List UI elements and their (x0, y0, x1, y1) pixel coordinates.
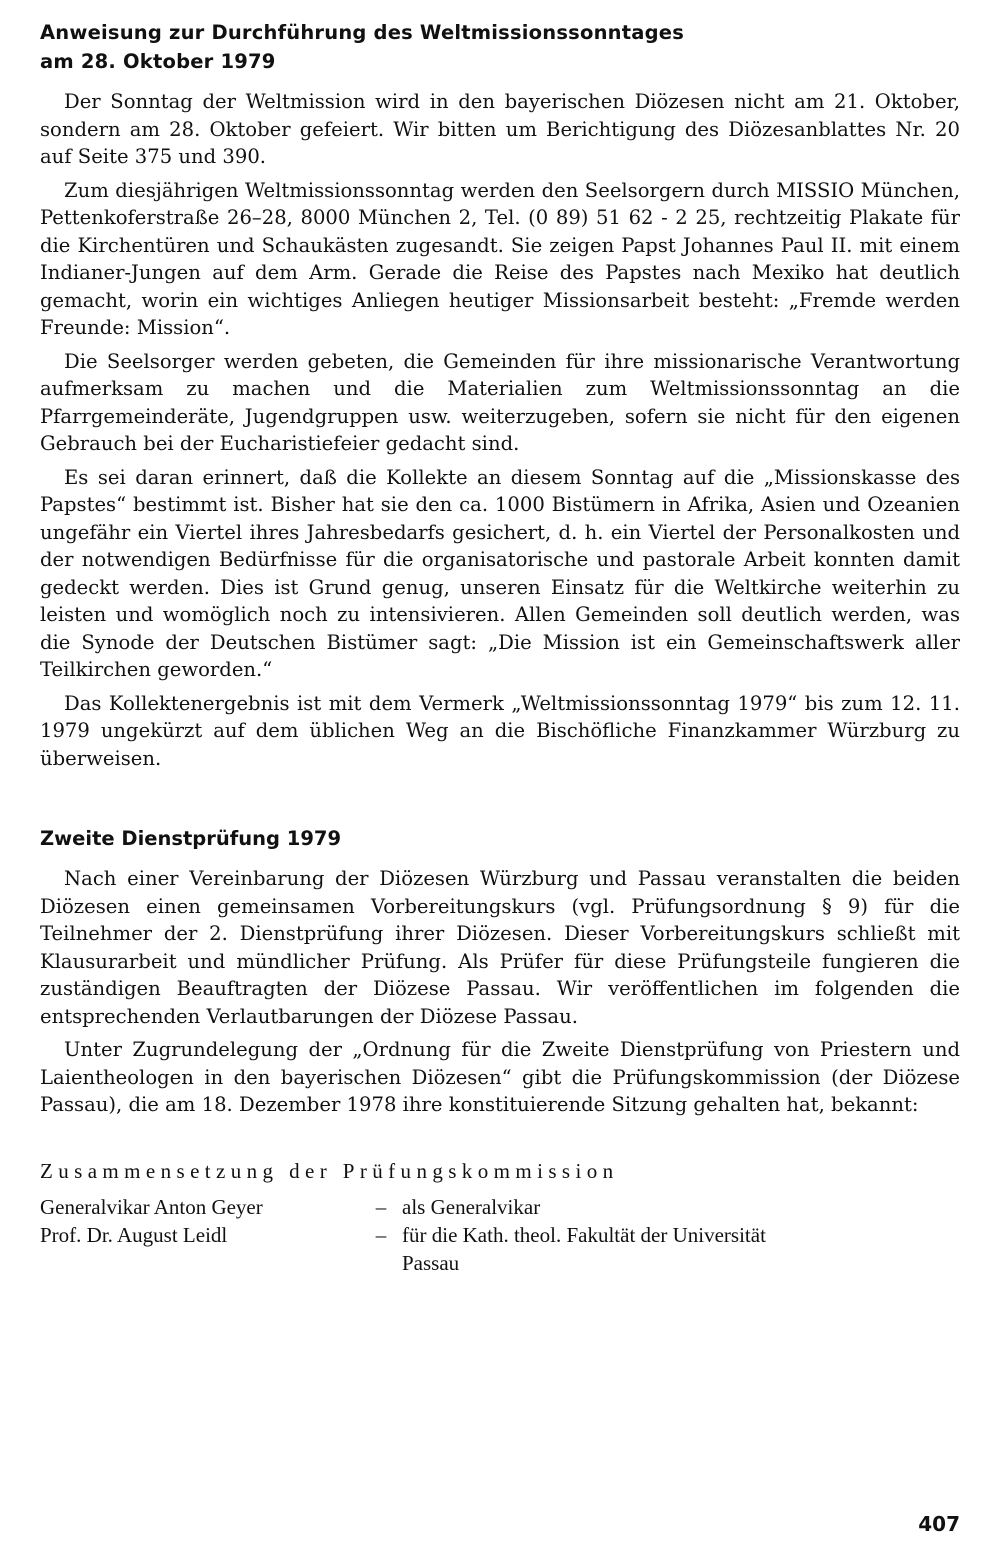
commission-heading: Zusammensetzung der Prüfungskommission (40, 1158, 619, 1183)
paragraph: Die Seelsorger werden gebeten, die Gemeinden für ihre missionarische Verantwortung aufmerksam zu machen und die Materialien zum Weltmissionssonntag an die Pfarrgemeinderäte, Jugendgruppen usw. weiterzugeben, sofern sie nicht für den eigenen Gebrauch bei der Eucharistiefeier gedacht sind. (40, 349, 960, 455)
table-row (40, 1221, 822, 1277)
title-line-2: am 28. Oktober 1979 (40, 50, 276, 73)
section-title (40, 18, 960, 76)
member-role: für die Kath. theol. Fakultät der Universität Passau (402, 1222, 766, 1275)
member-dash: – (375, 1222, 387, 1247)
member-role: als Generalvikar (402, 1194, 541, 1219)
section-title: Zweite Dienstprüfung 1979 (40, 827, 342, 850)
paragraph: Das Kollektenergebnis ist mit dem Vermerk „Weltmissionssonntag 1979“ bis zum 12. 11. 1979 ungekürzt auf dem üblichen Weg an die Bischöfliche Finanzkammer Würzburg zu überweisen. (40, 691, 960, 770)
paragraph: Es sei daran erinnert, daß die Kollekte an diesem Sonntag auf die „Missionskasse des Papstes“ bestimmt ist. Bisher hat sie den ca. 1000 Bistümern in Afrika, Asien und Ozeanien ungefähr ein Viertel ihres Jahresbedarfs gesichert, d. h. ein Viertel der Personalkosten und der notwendigen Bedürfnisse für die organisatorische und pastorale Arbeit konnten damit gedeckt werden. Dies ist Grund genug, unseren Einsatz für die Weltkirche weiterhin zu leisten und womöglich noch zu intensivieren. Allen Gemeinden soll deutlich werden, was die Synode der Deutschen Bistümer sagt: „Die Mission ist ein Gemeinschaftswerk aller Teilkirchen geworden.“ (40, 465, 960, 681)
paragraph: Unter Zugrundelegung der „Ordnung für die Zweite Dienstprüfung von Priestern und Laientheologen in den bayerischen Diözesen“ gibt die Prüfungskommission (der Diözese Passau), die am 18. Dezember 1978 ihre konstituierende Sitzung gehalten hat, bekannt: (40, 1038, 960, 1116)
paragraph: Nach einer Vereinbarung der Diözesen Würzburg und Passau veranstalten die beiden Diözesen einen gemeinsamen Vorbereitungskurs (vgl. Prüfungsordnung § 9) für die Teilnehmer der 2. Dienstprüfung ihrer Diözesen. Dieser Vorbereitungskurs schließt mit Klausurarbeit und mündlicher Prüfung. Als Prüfer für diese Prüfungsteile fungieren die zuständigen Beauftragten der Diözese Passau. Wir veröffentlichen im folgenden die entsprechenden Verlautbarungen der Diözese Passau. (40, 867, 960, 1028)
table-row (40, 1193, 822, 1221)
section-dienstpruefung (40, 824, 960, 1277)
title-line-1: Anweisung zur Durchführung des Weltmissionssonntages (40, 21, 685, 44)
paragraph: Der Sonntag der Weltmission wird in den bayerischen Diözesen nicht am 21. Oktober, sondern am 28. Oktober gefeiert. Wir bitten um Berichtigung des Diözesanblattes Nr. 20 auf Seite 375 und 390. (40, 90, 960, 168)
document-page (40, 18, 960, 1277)
paragraph: Zum diesjährigen Weltmissionssonntag werden den Seelsorgern durch MISSIO München, Pettenkoferstraße 26–28, 8000 München 2, Tel. (0 89) 51 62 - 2 25, rechtzeitig Plakate für die Kirchentüren und Schaukästen zugesandt. Sie zeigen Papst Johannes Paul II. mit einem Indianer-Jungen auf dem Arm. Gerade die Reise des Papstes nach Mexiko hat deutlich gemacht, worin ein wichtiges Anliegen heutiger Missionsarbeit besteht: „Fremde werden Freunde: Mission“. (40, 178, 960, 339)
section-weltmission (40, 18, 960, 772)
page-number: 407 (918, 1512, 960, 1536)
commission-table (40, 1193, 822, 1277)
member-dash: – (375, 1194, 387, 1219)
member-name: Generalvikar Anton Geyer (40, 1194, 263, 1219)
member-name: Prof. Dr. August Leidl (40, 1222, 228, 1247)
section-gap (40, 778, 960, 824)
